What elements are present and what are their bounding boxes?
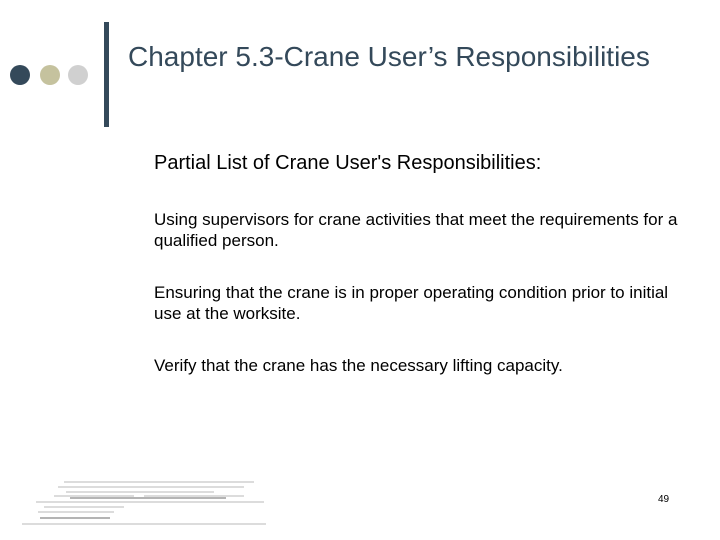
dot-dark [10,65,30,85]
title-divider-bar [104,22,109,127]
slide-title: Chapter 5.3-Crane User’s Responsibilities [128,41,650,72]
faded-document-thumbnail [14,478,272,528]
dot-gray [68,65,88,85]
subheading: Partial List of Crane User's Responsibilities: [154,152,542,174]
bullet-1: Using supervisors for crane activities that meet the requirements for a qualified person. [154,210,678,250]
page-number: 49 [658,494,670,505]
slide-content [154,150,694,407]
decorative-dots [10,62,100,88]
dot-khaki [40,65,60,85]
bullet-2: Ensuring that the crane is in proper operating condition prior to initial use at the worksite. [154,283,669,323]
bullet-3: Verify that the crane has the necessary lifting capacity. [154,356,563,375]
